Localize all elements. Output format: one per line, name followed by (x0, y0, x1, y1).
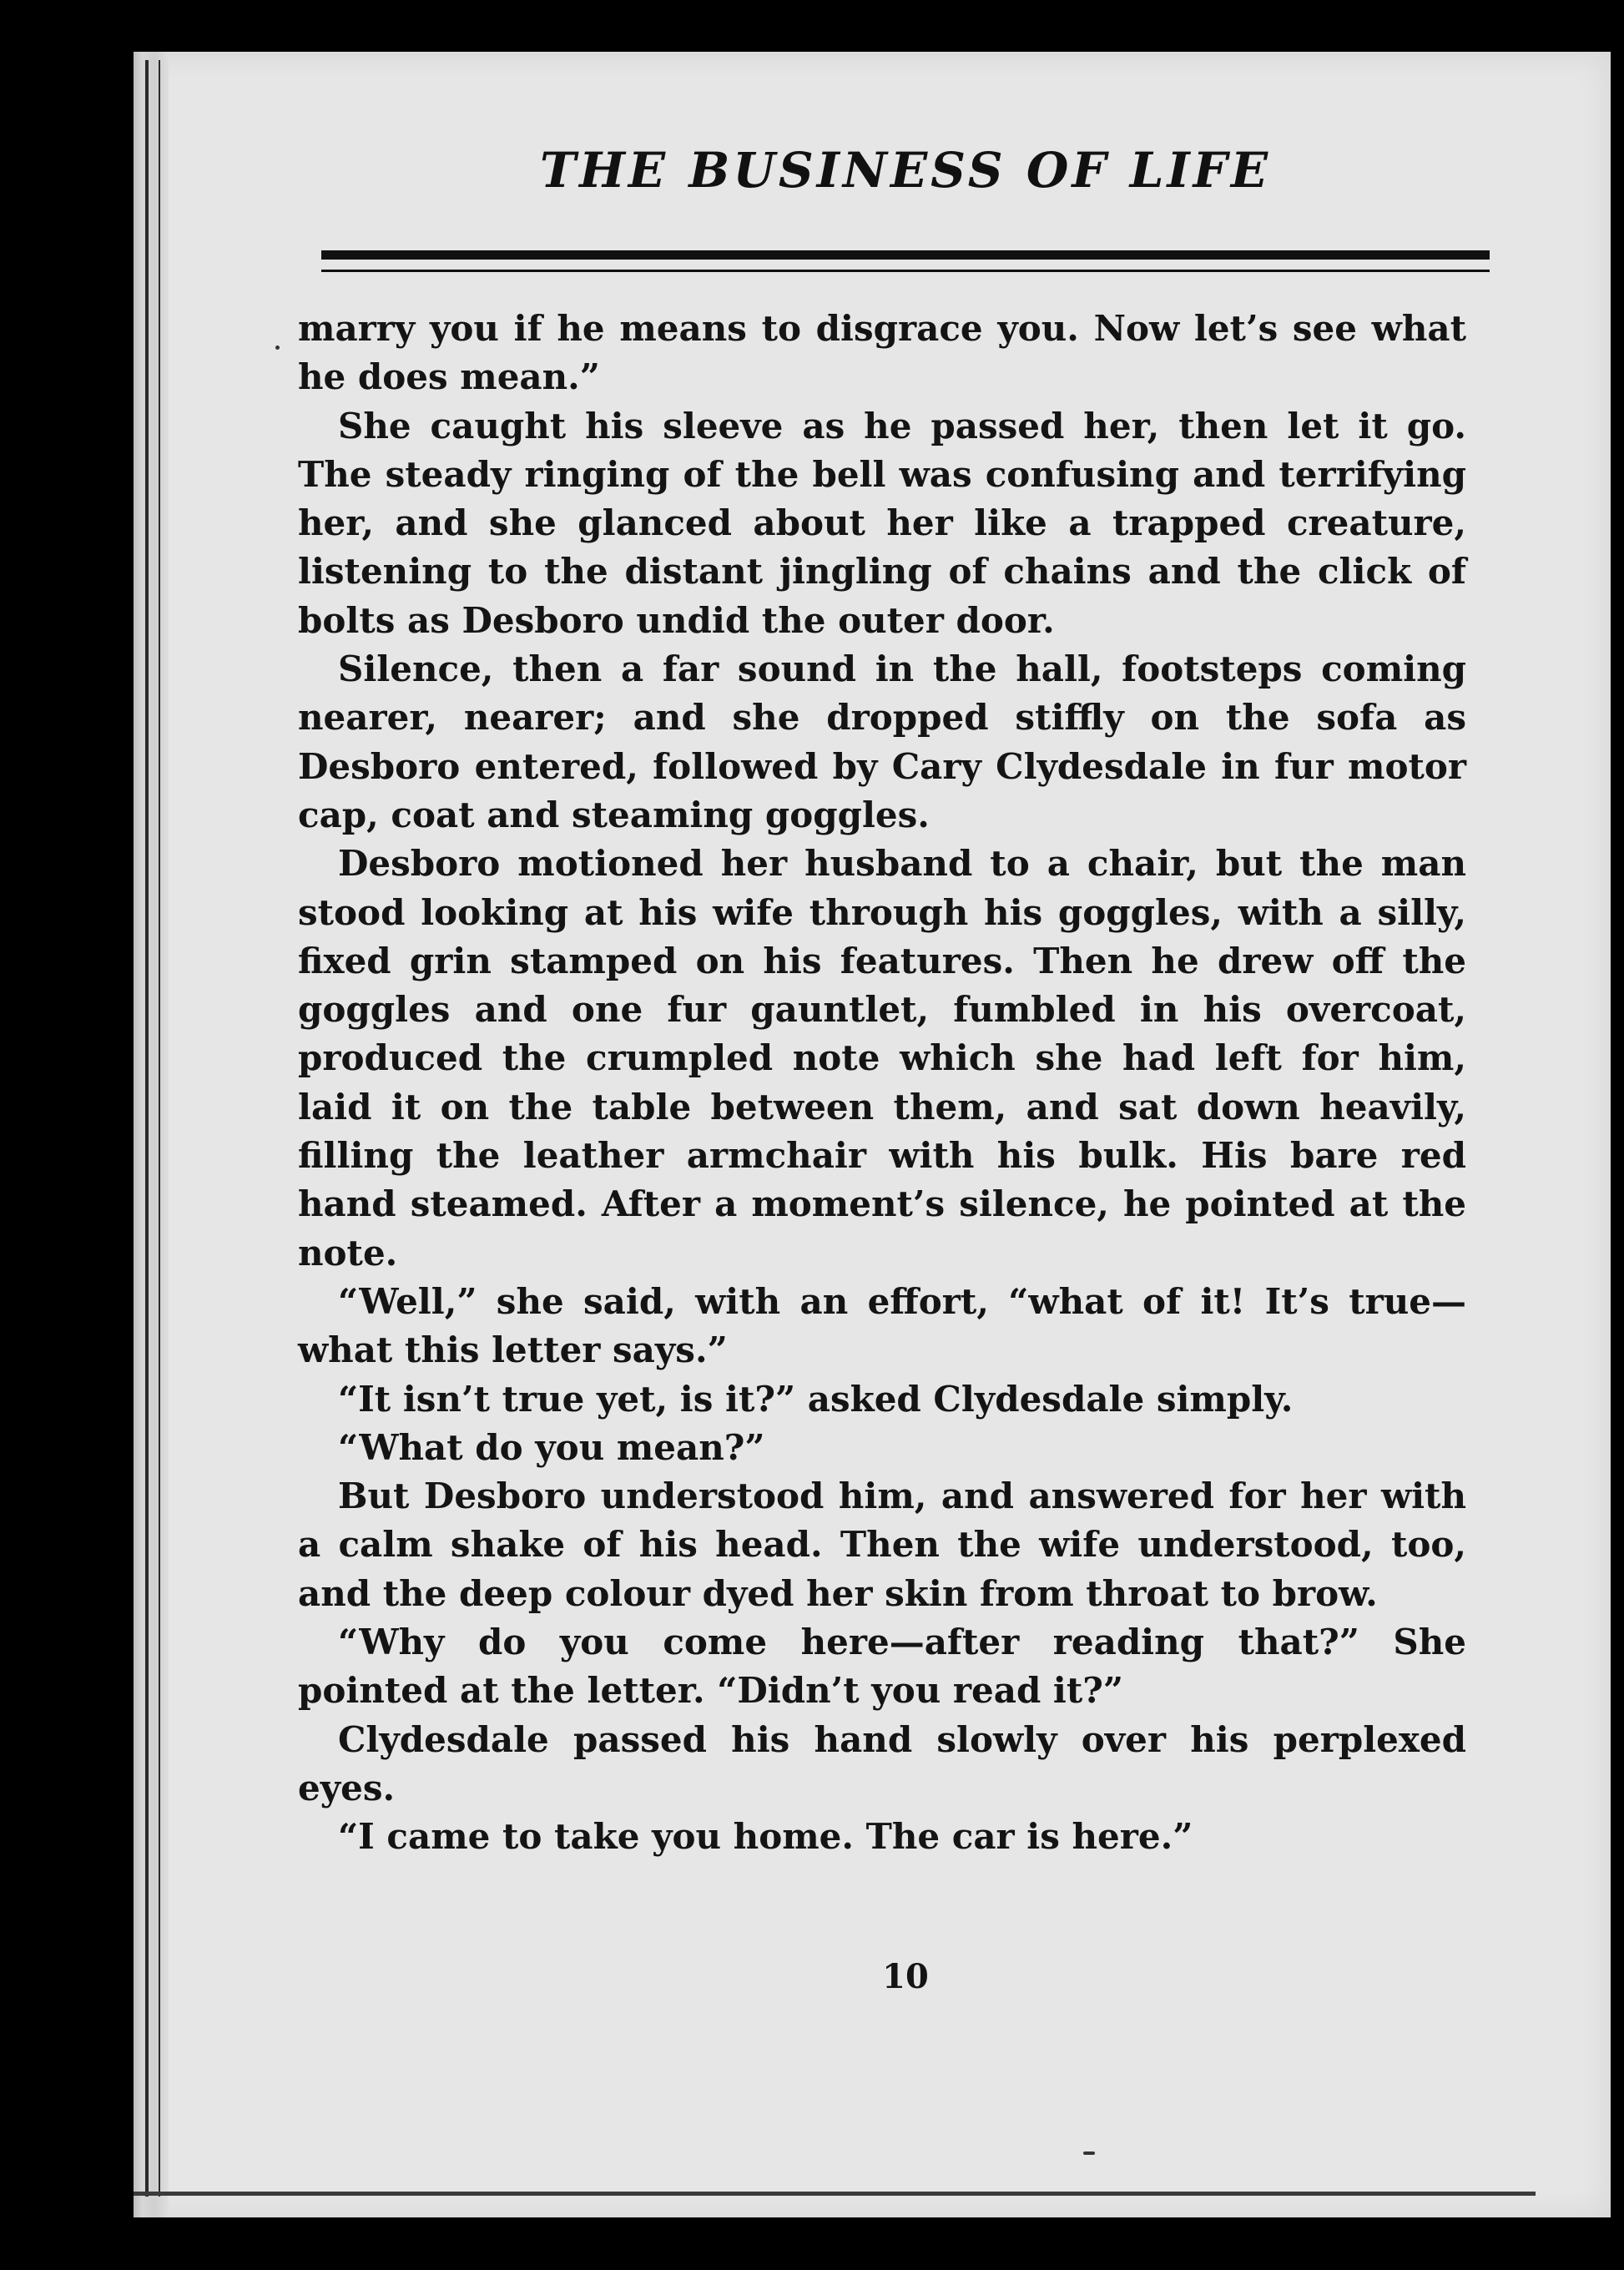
paragraph: “Why do you come here—after reading that?” She pointed at the letter. “Didn’t you read it?” (298, 1622, 1466, 1712)
binding-line (145, 60, 149, 2197)
paragraph: Desboro motioned her husband to a chair, but the man stood looking at his wife through his goggles, with a silly, fixed grin stamped on his features. Then he drew off the goggles and one fur gauntlet, fumbled in his overcoat, produced the crumpled note which she had left for him, laid it on the table between them, and sat down heavily, filling the leather armchair with his bulk. His bare red hand steamed. After a moment’s silence, he pointed at the note. (298, 843, 1466, 1274)
paragraph: Silence, then a far sound in the hall, footsteps coming nearer, nearer; and she dropped stiffly on the sofa as Desboro entered, followed by Cary Clydesdale in fur motor cap, coat and steaming goggles. (298, 648, 1466, 835)
header-rule-thick (321, 250, 1490, 260)
paragraph: “Well,” she said, with an effort, “what of it! It’s true—what this letter says.” (298, 1280, 1466, 1371)
binding-edge (134, 52, 169, 2217)
running-title: THE BUSINESS OF LIFE (539, 142, 1272, 199)
page-number: 10 (882, 1957, 929, 1996)
running-header (321, 142, 1490, 199)
page-bottom-edge (134, 2192, 1536, 2196)
scan-speck (1083, 2151, 1095, 2155)
paragraph: Clydesdale passed his hand slowly over his perplexed eyes. (298, 1718, 1466, 1808)
paragraph: “It isn’t true yet, is it?” asked Clydesdale simply. (338, 1378, 1294, 1420)
paragraph: marry you if he means to disgrace you. Now let’s see what he does mean.” (298, 308, 1466, 398)
header-rule-thin (321, 270, 1490, 272)
paragraph: She caught his sleeve as he passed her, then let it go. The steady ringing of the bell was confusing and terrifying her, and she glanced about her like a trapped creature, listening to the distant jingling of chains and the click of bolts as Desboro undid the outer door. (298, 405, 1466, 641)
paragraph: “What do you mean?” (338, 1426, 765, 1468)
paragraph: “I came to take you home. The car is here.” (338, 1816, 1193, 1858)
binding-line (159, 60, 160, 2197)
body-text (298, 305, 1466, 1862)
scan-speck (275, 346, 280, 350)
paragraph: But Desboro understood him, and answered for her with a calm shake of his head. Then the wife understood, too, and the deep colour dyed her skin from throat to brow. (298, 1476, 1466, 1614)
